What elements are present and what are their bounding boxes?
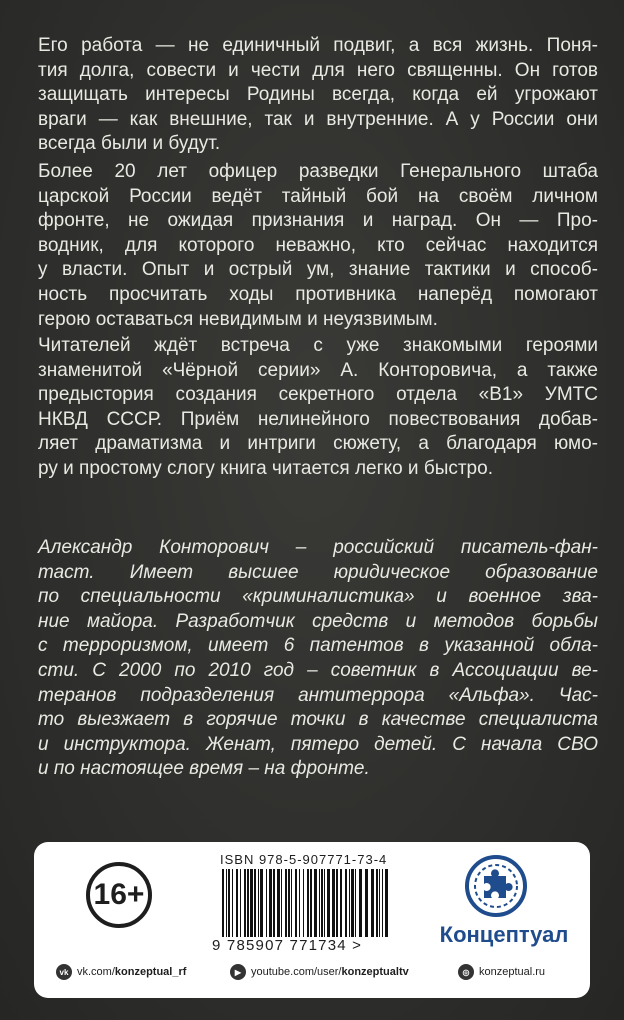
barcode-bar	[250, 869, 253, 937]
text-line: водник, для которого неважно, кто сейчас находится	[38, 234, 598, 256]
text-line: Читателей ждёт встреча с уже знакомыми героями	[38, 335, 598, 356]
globe-icon: ◎	[458, 964, 474, 980]
barcode-bar	[359, 869, 362, 937]
text-line: герою оставаться невидимым и неуязвимым.	[38, 308, 438, 330]
barcode-bar	[351, 869, 354, 937]
barcode-bar	[307, 869, 309, 937]
barcode-bar	[303, 869, 304, 937]
barcode-bar	[382, 869, 383, 937]
text-line: то выезжает в горячие точки в качестве специалиста	[38, 709, 598, 731]
contacts-row	[46, 960, 578, 986]
barcode-bar	[266, 869, 267, 937]
text-line: знаменитой «Чёрной серии» А. Конторовича, а также	[38, 359, 598, 381]
text-line: всегда были и будут.	[38, 133, 221, 155]
barcode-bar	[254, 869, 256, 937]
synopsis-paragraph-2	[38, 160, 598, 332]
text-line: Его работа — не единичный подвиг, а вся жизнь. Поня-	[38, 35, 598, 56]
text-line: по специальности «криминалистика» и военное зва-	[38, 586, 598, 608]
barcode-bar	[269, 869, 272, 937]
barcode-digits: 9 785907 771734 >	[212, 937, 363, 954]
text-line: и инструктора. Женат, пятеро детей. С начала СВО	[38, 733, 598, 755]
contact-youtube[interactable]	[230, 964, 409, 980]
barcode-bar	[281, 869, 282, 937]
vk-prefix: vk.com/	[77, 966, 115, 978]
barcode-bar	[226, 869, 227, 937]
barcode-bar	[332, 869, 335, 937]
barcode-bar	[236, 869, 238, 937]
site-url: konzeptual.ru	[479, 966, 546, 978]
barcode-bar	[319, 869, 320, 937]
puzzle-globe-icon	[464, 854, 528, 918]
youtube-icon: ▶	[230, 964, 246, 980]
age-rating-badge: 16+	[86, 862, 152, 928]
barcode-bar	[222, 869, 224, 937]
youtube-prefix: youtube.com/user/	[251, 966, 342, 978]
barcode-bar	[385, 869, 388, 937]
barcode-bar	[285, 869, 287, 937]
barcode-bar	[260, 869, 263, 937]
contact-vk[interactable]	[56, 964, 186, 980]
publisher-logo-text: Концептуал	[439, 922, 569, 947]
text-line: враги — как внешние, так и внутренние. А у России они	[38, 108, 598, 130]
barcode-bar	[349, 869, 350, 937]
text-line: НКВД СССР. Приём нелинейного повествования добав-	[38, 408, 598, 430]
text-line: с терроризмом, имеет 6 патентов в указанной обла-	[38, 635, 598, 657]
text-line: фронте, не ожидая признания и наград. Он — Про-	[38, 210, 598, 232]
barcode-bar	[336, 869, 338, 937]
barcode-bar	[299, 869, 300, 937]
barcode-bar	[244, 869, 246, 937]
text-line: и по настоящее время – на фронте.	[38, 758, 370, 780]
barcode-bar	[258, 869, 259, 937]
text-line: ляет драматизма и интриги сюжету, а благодаря юмо-	[38, 433, 598, 455]
text-line: Более 20 лет офицер разведки Генерального штаба	[38, 161, 598, 182]
contact-site[interactable]	[458, 964, 545, 980]
barcode-bar	[324, 869, 325, 937]
text-line: таст. Имеет высшее юридическое образование	[38, 561, 598, 583]
barcode-bar	[327, 869, 330, 937]
barcode-bar	[273, 869, 275, 937]
text-line: ру и простому слогу книга читается легко и быстро.	[38, 457, 493, 479]
text-line: Александр Конторович – российский писатель-фан-	[38, 537, 598, 558]
vk-icon: vk	[56, 964, 72, 980]
barcode-bar	[371, 869, 374, 937]
barcode-bar	[232, 869, 233, 937]
barcode-bar	[291, 869, 292, 937]
barcode-bar	[310, 869, 312, 937]
author-bio	[38, 536, 598, 782]
vk-handle: konzeptual_rf	[114, 966, 187, 978]
barcode-bar	[314, 869, 317, 937]
text-line: ность просчитать ходы противника наперёд помогают	[38, 283, 598, 305]
barcode-bar	[240, 869, 241, 937]
synopsis-paragraph-3	[38, 334, 598, 482]
barcode-bar	[228, 869, 230, 937]
text-line: предыстория создания секретного отдела «В1» УМТС	[38, 384, 598, 406]
text-line: у власти. Опыт и острый ум, знание тактики и способ-	[38, 259, 598, 281]
barcode-bar	[295, 869, 297, 937]
barcode-bar	[321, 869, 323, 937]
isbn-label: ISBN 978-5-907771-73-4	[220, 852, 388, 867]
text-line: сти. С 2000 по 2010 год – советник в Ассоциации ве-	[38, 659, 598, 681]
barcode-bar	[376, 869, 378, 937]
text-line: ние майора. Разработчик средств и методов борьбы	[38, 610, 598, 632]
youtube-handle: konzeptualtv	[341, 966, 409, 978]
text-line: теранов подразделения антитеррора «Альфа». Час-	[38, 684, 598, 706]
text-line: тия долга, совести и чести для него священны. Он готов	[38, 59, 598, 81]
barcode	[220, 869, 390, 937]
barcode-bar	[340, 869, 342, 937]
barcode-bar	[379, 869, 380, 937]
synopsis-paragraph-1	[38, 34, 598, 157]
barcode-bar	[365, 869, 368, 937]
barcode-bar	[355, 869, 356, 937]
barcode-bar	[288, 869, 290, 937]
text-line: царской России ведёт тайный бой на своём личном	[38, 185, 598, 207]
barcode-bar	[277, 869, 280, 937]
barcode-bar	[247, 869, 249, 937]
text-line: защищать интересы Родины всегда, когда ей угрожают	[38, 84, 598, 106]
info-panel	[34, 842, 590, 998]
barcode-bar	[345, 869, 347, 937]
